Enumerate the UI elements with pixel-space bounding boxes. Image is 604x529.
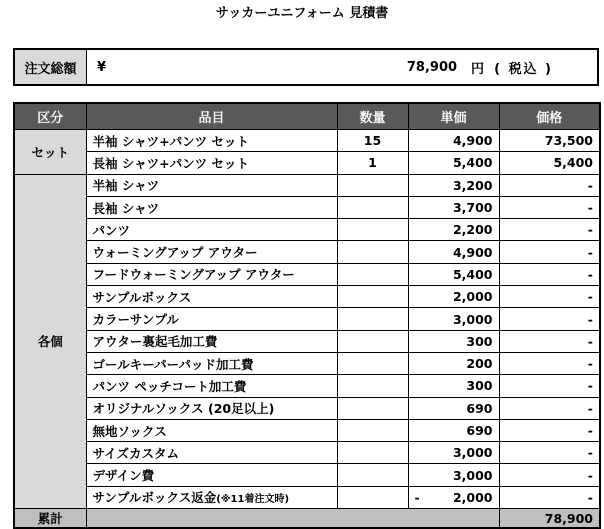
item-cell: パンツ bbox=[86, 219, 337, 241]
qty-cell[interactable]: 1 bbox=[337, 152, 408, 174]
price-cell: - bbox=[499, 352, 600, 374]
negative-amount bbox=[415, 490, 493, 505]
item-cell: ゴールキーパーパッド加工費 bbox=[86, 352, 337, 374]
qty-cell[interactable] bbox=[337, 442, 408, 464]
item-cell: サイズカスタム bbox=[86, 442, 337, 464]
unit-price-cell: 690 bbox=[408, 397, 499, 419]
qty-cell[interactable] bbox=[337, 397, 408, 419]
price-cell: - bbox=[499, 241, 600, 263]
item-cell: パンツ ペッチコート加工費 bbox=[86, 375, 337, 397]
unit-price-cell: 3,200 bbox=[408, 174, 499, 196]
header-item: 品目 bbox=[86, 103, 337, 130]
unit-price-cell bbox=[408, 486, 499, 508]
price-cell: - bbox=[499, 375, 600, 397]
qty-cell[interactable] bbox=[337, 308, 408, 330]
minus-sign: - bbox=[414, 489, 420, 505]
unit-price-cell: 3,700 bbox=[408, 196, 499, 218]
item-cell: 長袖 シャツ+パンツ セット bbox=[86, 152, 337, 174]
table-row bbox=[14, 196, 600, 218]
table-row bbox=[14, 308, 600, 330]
table-row bbox=[14, 219, 600, 241]
order-total-label: 注文総額 bbox=[15, 50, 87, 84]
item-cell: フードウォーミングアップ アウター bbox=[86, 263, 337, 285]
price-cell: - bbox=[499, 486, 600, 508]
price-cell: - bbox=[499, 174, 600, 196]
header-qty: 数量 bbox=[337, 103, 408, 130]
qty-cell[interactable] bbox=[337, 330, 408, 352]
refund-amount: 2,000 bbox=[452, 489, 493, 505]
price-cell: - bbox=[499, 442, 600, 464]
order-total-unit: 円 bbox=[471, 61, 485, 77]
category-set: セット bbox=[14, 130, 86, 175]
table-row bbox=[14, 464, 600, 486]
unit-price-cell: 3,000 bbox=[408, 308, 499, 330]
qty-cell[interactable] bbox=[337, 419, 408, 441]
item-cell: 半袖 シャツ+パンツ セット bbox=[86, 130, 337, 152]
header-price: 価格 bbox=[499, 103, 600, 130]
table-row bbox=[14, 352, 600, 374]
table-row bbox=[14, 286, 600, 308]
item-cell: 無地ソックス bbox=[86, 419, 337, 441]
qty-cell[interactable] bbox=[337, 464, 408, 486]
unit-price-cell: 5,400 bbox=[408, 263, 499, 285]
table-row bbox=[14, 241, 600, 263]
qty-cell[interactable] bbox=[337, 286, 408, 308]
table-body bbox=[14, 130, 600, 529]
item-cell: 半袖 シャツ bbox=[86, 174, 337, 196]
unit-price-cell: 300 bbox=[408, 330, 499, 352]
unit-price-cell: 2,000 bbox=[408, 286, 499, 308]
unit-price-cell: 4,900 bbox=[408, 241, 499, 263]
unit-price-cell: 300 bbox=[408, 375, 499, 397]
table-row bbox=[14, 130, 600, 152]
item-cell: 長袖 シャツ bbox=[86, 196, 337, 218]
unit-price-cell: 2,200 bbox=[408, 219, 499, 241]
qty-cell[interactable] bbox=[337, 486, 408, 508]
table-header-row bbox=[14, 103, 600, 130]
qty-cell[interactable] bbox=[337, 352, 408, 374]
item-cell: アウター裏起毛加工費 bbox=[86, 330, 337, 352]
order-total-amount bbox=[127, 50, 597, 84]
table-row bbox=[14, 330, 600, 352]
table-row bbox=[14, 419, 600, 441]
price-cell: 73,500 bbox=[499, 130, 600, 152]
unit-price-cell: 200 bbox=[408, 352, 499, 374]
order-total-value: 78,900 bbox=[406, 59, 458, 75]
unit-price-cell: 690 bbox=[408, 419, 499, 441]
qty-cell[interactable] bbox=[337, 241, 408, 263]
table-row bbox=[14, 442, 600, 464]
item-cell: デザイン費 bbox=[86, 464, 337, 486]
header-category: 区分 bbox=[14, 103, 86, 130]
table-row bbox=[14, 263, 600, 285]
yen-sign: ¥ bbox=[97, 59, 107, 75]
total-row bbox=[14, 509, 600, 529]
sum-price-cell: 78,900 bbox=[499, 509, 600, 529]
qty-cell[interactable] bbox=[337, 174, 408, 196]
refund-item-label: サンプルボックス返金 bbox=[92, 490, 217, 506]
qty-cell[interactable] bbox=[337, 196, 408, 218]
sum-empty-cell bbox=[86, 509, 499, 529]
order-total-box bbox=[13, 48, 599, 86]
price-cell: - bbox=[499, 196, 600, 218]
category-each: 各個 bbox=[14, 174, 86, 508]
page-title: サッカーユニフォーム 見積書 bbox=[215, 6, 389, 21]
qty-cell[interactable]: 15 bbox=[337, 130, 408, 152]
price-cell: - bbox=[499, 330, 600, 352]
price-cell: - bbox=[499, 464, 600, 486]
price-cell: - bbox=[499, 419, 600, 441]
unit-price-cell: 4,900 bbox=[408, 130, 499, 152]
price-cell: - bbox=[499, 397, 600, 419]
table-row bbox=[14, 174, 600, 196]
table-row bbox=[14, 375, 600, 397]
price-cell: - bbox=[499, 308, 600, 330]
category-sum: 累計 bbox=[14, 509, 86, 529]
item-cell bbox=[86, 486, 337, 508]
price-cell: - bbox=[499, 219, 600, 241]
header-unit-price: 単価 bbox=[408, 103, 499, 130]
qty-cell[interactable] bbox=[337, 263, 408, 285]
item-cell: オリジナルソックス (20足以上) bbox=[86, 397, 337, 419]
item-cell: サンプルボックス bbox=[86, 286, 337, 308]
unit-price-cell: 3,000 bbox=[408, 442, 499, 464]
price-cell: - bbox=[499, 263, 600, 285]
table-row bbox=[14, 486, 600, 508]
estimate-table bbox=[13, 102, 601, 529]
tax-included-note: ( 税込 ) bbox=[494, 61, 553, 77]
item-cell: ウォーミングアップ アウター bbox=[86, 241, 337, 263]
table-row bbox=[14, 152, 600, 174]
price-cell: - bbox=[499, 286, 600, 308]
price-cell: 5,400 bbox=[499, 152, 600, 174]
refund-item-note: (※11着注文時) bbox=[216, 494, 290, 506]
unit-price-cell: 5,400 bbox=[408, 152, 499, 174]
unit-price-cell: 3,000 bbox=[408, 464, 499, 486]
table-row bbox=[14, 397, 600, 419]
item-cell: カラーサンプル bbox=[86, 308, 337, 330]
qty-cell[interactable] bbox=[337, 219, 408, 241]
qty-cell[interactable] bbox=[337, 375, 408, 397]
